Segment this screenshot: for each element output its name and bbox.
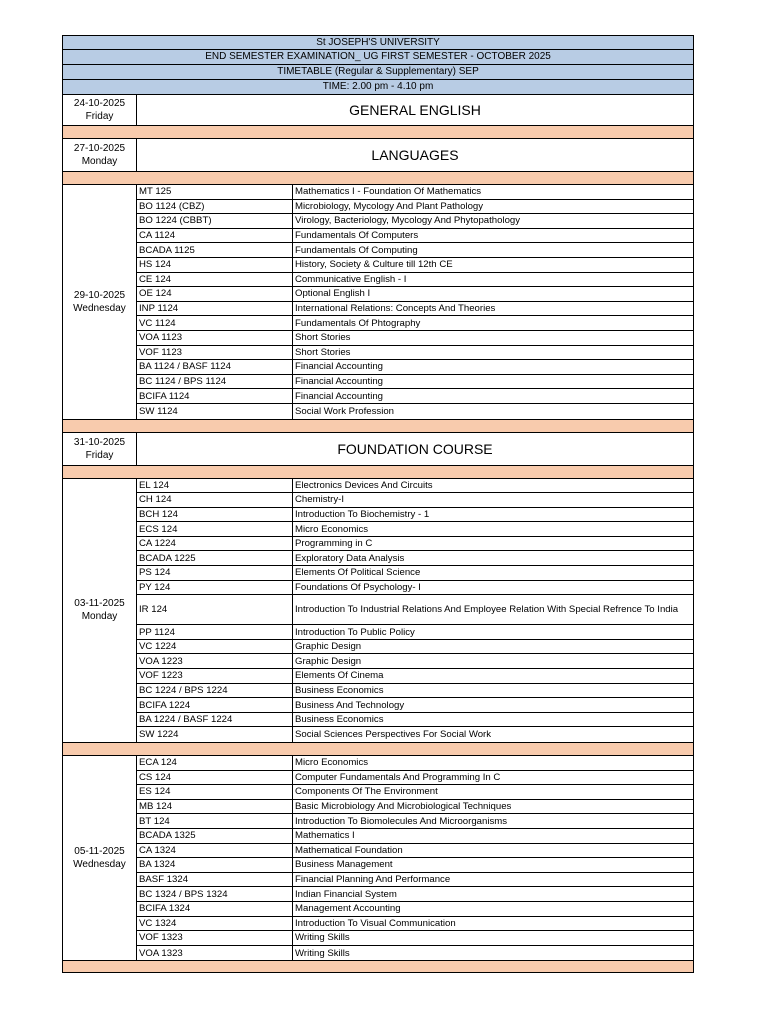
paper-name: Business Economics xyxy=(295,684,384,696)
paper-row xyxy=(137,669,693,684)
paper-name: Components Of The Environment xyxy=(295,786,438,798)
paper-name: Business And Technology xyxy=(295,699,405,711)
paper-code: BA 1224 / BASF 1224 xyxy=(137,713,293,727)
paper-code: HS 124 xyxy=(137,258,293,272)
subject-title: LANGUAGES xyxy=(371,147,459,163)
paper-name: Optional English I xyxy=(295,288,371,300)
date-cell xyxy=(63,185,137,419)
paper-name: Micro Economics xyxy=(295,523,369,535)
paper-code: OE 124 xyxy=(137,287,293,301)
paper-row xyxy=(137,814,693,829)
paper-code: BA 1324 xyxy=(137,858,293,872)
paper-row xyxy=(137,684,693,699)
date-cell xyxy=(63,756,137,960)
paper-code: BO 1224 (CBBT) xyxy=(137,214,293,228)
paper-name: Social Work Profession xyxy=(295,405,394,417)
exam-date: 27-10-2025 xyxy=(73,143,126,154)
paper-code: SW 1224 xyxy=(137,727,293,742)
separator-row xyxy=(62,126,694,139)
paper-code: INP 1124 xyxy=(137,302,293,316)
date-cell xyxy=(63,95,137,125)
paper-code: IR 124 xyxy=(137,595,293,624)
paper-code: ECA 124 xyxy=(137,756,293,770)
paper-code: PP 1124 xyxy=(137,625,293,639)
exam-weekday: Friday xyxy=(85,449,114,461)
exam-weekday: Friday xyxy=(85,111,114,122)
paper-code: BCIFA 1124 xyxy=(137,389,293,403)
paper-row xyxy=(137,360,693,375)
paper-name: International Relations: Concepts And Theories xyxy=(295,303,496,315)
paper-code: VOA 1323 xyxy=(137,946,293,961)
exam-day-block xyxy=(62,479,694,744)
university-title: St JOSEPH'S UNIVERSITY xyxy=(62,35,694,50)
exam-weekday: Wednesday xyxy=(73,302,126,314)
paper-code: VOF 1123 xyxy=(137,346,293,360)
paper-row xyxy=(137,858,693,873)
paper-code: CA 1124 xyxy=(137,229,293,243)
paper-code: BCIFA 1224 xyxy=(137,698,293,712)
paper-row xyxy=(137,243,693,258)
separator-row xyxy=(62,743,694,756)
paper-name: Introduction To Public Policy xyxy=(295,626,415,638)
exam-date: 05-11-2025 xyxy=(74,846,125,858)
paper-name: Fundamentals Of Computers xyxy=(295,230,419,242)
paper-row xyxy=(137,887,693,902)
paper-row xyxy=(137,185,693,200)
paper-code: BT 124 xyxy=(137,814,293,828)
paper-code: EL 124 xyxy=(137,479,293,493)
paper-name: Chemistry-I xyxy=(295,494,345,506)
paper-code: CA 1224 xyxy=(137,537,293,551)
paper-code: CA 1324 xyxy=(137,844,293,858)
paper-row xyxy=(137,273,693,288)
paper-row xyxy=(137,654,693,669)
paper-row xyxy=(137,785,693,800)
exam-date: 24-10-2025 xyxy=(73,98,126,109)
paper-row xyxy=(137,537,693,552)
separator-row xyxy=(62,172,694,185)
paper-name: Mathematics I xyxy=(295,830,355,842)
paper-name: Elements Of Cinema xyxy=(295,670,384,682)
separator-row xyxy=(62,466,694,479)
paper-code: BC 1224 / BPS 1224 xyxy=(137,684,293,698)
paper-row xyxy=(137,200,693,215)
exam-day-row xyxy=(62,139,694,172)
paper-row xyxy=(137,931,693,946)
paper-code: BCADA 1225 xyxy=(137,551,293,565)
paper-row xyxy=(137,229,693,244)
paper-code: BCH 124 xyxy=(137,508,293,522)
paper-row xyxy=(137,595,693,625)
exam-day-row xyxy=(62,433,694,466)
paper-row xyxy=(137,316,693,331)
exam-day-block xyxy=(62,756,694,961)
paper-row xyxy=(137,640,693,655)
paper-name: Communicative English - I xyxy=(295,273,407,285)
paper-row xyxy=(137,713,693,728)
paper-code: VC 1324 xyxy=(137,917,293,931)
paper-list xyxy=(137,756,693,960)
paper-row xyxy=(137,302,693,317)
paper-code: VOF 1223 xyxy=(137,669,293,683)
paper-name: Microbiology, Mycology And Plant Pathology xyxy=(295,200,484,212)
paper-code: BA 1124 / BASF 1124 xyxy=(137,360,293,374)
paper-name: Introduction To Biochemistry - 1 xyxy=(295,508,430,520)
exam-date: 29-10-2025 xyxy=(73,289,126,301)
paper-name: Virology, Bacteriology, Mycology And Phytopathology xyxy=(295,215,521,227)
paper-code: VC 1224 xyxy=(137,640,293,654)
exam-weekday: Monday xyxy=(81,611,118,623)
paper-code: PY 124 xyxy=(137,581,293,595)
exam-weekday: Monday xyxy=(81,156,118,167)
paper-name: Foundations Of Psychology- I xyxy=(295,581,421,593)
exam-time: TIME: 2.00 pm - 4.10 pm xyxy=(62,80,694,95)
exam-day-row xyxy=(62,95,694,126)
paper-code: BC 1324 / BPS 1324 xyxy=(137,887,293,901)
paper-name: Writing Skills xyxy=(295,932,350,944)
paper-code: ES 124 xyxy=(137,785,293,799)
paper-list xyxy=(137,185,693,419)
paper-name: Social Sciences Perspectives For Social Work xyxy=(295,729,492,741)
paper-code: VC 1124 xyxy=(137,316,293,330)
paper-row xyxy=(137,493,693,508)
paper-name: Mathematical Foundation xyxy=(295,844,403,856)
paper-name: Business Economics xyxy=(295,714,384,726)
paper-code: ECS 124 xyxy=(137,522,293,536)
paper-code: BCADA 1125 xyxy=(137,243,293,257)
subject-title: GENERAL ENGLISH xyxy=(349,102,481,118)
paper-code: PS 124 xyxy=(137,566,293,580)
paper-code: VOA 1223 xyxy=(137,654,293,668)
paper-row xyxy=(137,873,693,888)
date-cell xyxy=(63,139,137,171)
paper-name: Graphic Design xyxy=(295,655,362,667)
paper-row xyxy=(137,375,693,390)
paper-name: Graphic Design xyxy=(295,641,362,653)
paper-code: BCADA 1325 xyxy=(137,829,293,843)
paper-name: History, Society & Culture till 12th CE xyxy=(295,259,453,271)
exam-date: 03-11-2025 xyxy=(74,598,125,610)
paper-code: VOF 1323 xyxy=(137,931,293,945)
paper-row xyxy=(137,551,693,566)
separator-row xyxy=(62,961,694,973)
paper-name: Business Management xyxy=(295,859,393,871)
timetable-sheet xyxy=(62,35,694,973)
paper-row xyxy=(137,389,693,404)
paper-row xyxy=(137,581,693,596)
exam-day-block xyxy=(62,185,694,420)
separator-row xyxy=(62,420,694,433)
paper-row xyxy=(137,566,693,581)
paper-code: MB 124 xyxy=(137,800,293,814)
paper-name: Management Accounting xyxy=(295,903,401,915)
paper-row xyxy=(137,917,693,932)
paper-name: Micro Economics xyxy=(295,757,369,769)
date-cell xyxy=(63,433,137,465)
paper-row xyxy=(137,727,693,742)
exam-weekday: Wednesday xyxy=(73,859,126,871)
paper-code: CH 124 xyxy=(137,493,293,507)
paper-name: Financial Accounting xyxy=(295,390,383,402)
paper-row xyxy=(137,946,693,961)
paper-name: Financial Planning And Performance xyxy=(295,874,451,886)
paper-name: Programming in C xyxy=(295,538,373,550)
paper-name: Fundamentals Of Computing xyxy=(295,244,418,256)
paper-name: Exploratory Data Analysis xyxy=(295,552,405,564)
paper-row xyxy=(137,698,693,713)
paper-row xyxy=(137,258,693,273)
exam-title: END SEMESTER EXAMINATION_ UG FIRST SEMESTER - OCTOBER 2025 xyxy=(62,50,694,65)
paper-row xyxy=(137,522,693,537)
paper-code: BO 1124 (CBZ) xyxy=(137,200,293,214)
paper-row xyxy=(137,479,693,494)
paper-row xyxy=(137,625,693,640)
paper-name: Computer Fundamentals And Programming In C xyxy=(295,771,501,783)
paper-code: CS 124 xyxy=(137,771,293,785)
paper-name: Writing Skills xyxy=(295,947,350,959)
paper-code: VOA 1123 xyxy=(137,331,293,345)
paper-row xyxy=(137,331,693,346)
paper-name: Short Stories xyxy=(295,346,351,358)
paper-row xyxy=(137,287,693,302)
paper-name: Mathematics I - Foundation Of Mathematics xyxy=(295,186,482,198)
paper-code: BCIFA 1324 xyxy=(137,902,293,916)
paper-name: Financial Accounting xyxy=(295,361,383,373)
paper-row xyxy=(137,771,693,786)
paper-name: Fundamentals Of Phtography xyxy=(295,317,421,329)
paper-row xyxy=(137,214,693,229)
paper-name: Basic Microbiology And Microbiological Techniques xyxy=(295,801,512,813)
paper-row xyxy=(137,829,693,844)
paper-row xyxy=(137,346,693,361)
exam-date: 31-10-2025 xyxy=(73,436,126,448)
paper-row xyxy=(137,404,693,419)
paper-name: Short Stories xyxy=(295,332,351,344)
paper-row xyxy=(137,844,693,859)
paper-code: SW 1124 xyxy=(137,404,293,419)
subject-title: FOUNDATION COURSE xyxy=(337,440,493,457)
paper-name: Elements Of Political Science xyxy=(295,567,421,579)
paper-row xyxy=(137,800,693,815)
paper-name: Financial Accounting xyxy=(295,376,383,388)
paper-name: Introduction To Biomolecules And Microorganisms xyxy=(295,815,508,827)
paper-code: CE 124 xyxy=(137,273,293,287)
paper-code: BC 1124 / BPS 1124 xyxy=(137,375,293,389)
paper-name: Introduction To Industrial Relations And Employee Relation With Special Refrence To India xyxy=(295,604,679,616)
paper-name: Electronics Devices And Circuits xyxy=(295,479,433,491)
paper-list xyxy=(137,479,693,743)
paper-row xyxy=(137,756,693,771)
paper-row xyxy=(137,508,693,523)
timetable-subtitle: TIMETABLE (Regular & Supplementary) SEP xyxy=(62,65,694,80)
paper-name: Indian Financial System xyxy=(295,888,397,900)
paper-row xyxy=(137,902,693,917)
date-cell xyxy=(63,479,137,743)
paper-code: BASF 1324 xyxy=(137,873,293,887)
paper-code: MT 125 xyxy=(137,185,293,199)
paper-name: Introduction To Visual Communication xyxy=(295,917,456,929)
